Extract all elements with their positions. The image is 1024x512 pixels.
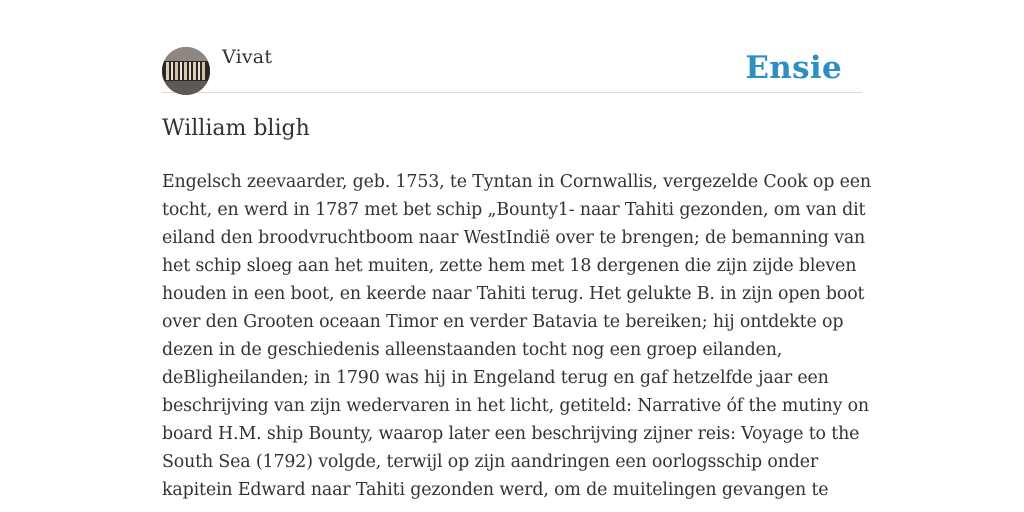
brand-logo[interactable]: Ensie xyxy=(745,50,842,86)
book-spines-avatar-icon[interactable] xyxy=(162,47,210,95)
article-title: William bligh xyxy=(162,116,310,141)
source-name[interactable]: Vivat xyxy=(222,46,273,68)
header xyxy=(162,46,862,93)
article-body: Engelsch zeevaarder, geb. 1753, te Tyntan in Cornwallis, vergezelde Cook op een tocht, en werd in 1787 met bet schip „Bounty1- naar Tahiti gezonden, om van dit eiland den broodvruchtboom naar WestIndië over te brengen; de bemanning van het schip sloeg aan het muiten, zette hem met 18 dergenen die zijn zijde bleven houden in een boot, en keerde naar Tahiti terug. Het gelukte B. in zijn open boot over den Grooten oceaan Timor en verder Batavia te bereiken; hij ontdekte op dezen in de geschiedenis alleenstaanden tocht nog een groep eilanden, deBligheilanden; in 1790 was hij in Engeland terug en gaf hetzelfde jaar een beschrijving van zijn wedervaren in het licht, getiteld: Narrative óf the mutiny on board H.M. ship Bounty, waarop later een beschrijving zijner reis: Voyage to the South Sea (1792) volgde, terwijl op zijn aandringen een oorlogsschip onder kapitein Edward naar Tahiti gezonden werd, om de muitelingen gevangen te xyxy=(162,172,871,500)
